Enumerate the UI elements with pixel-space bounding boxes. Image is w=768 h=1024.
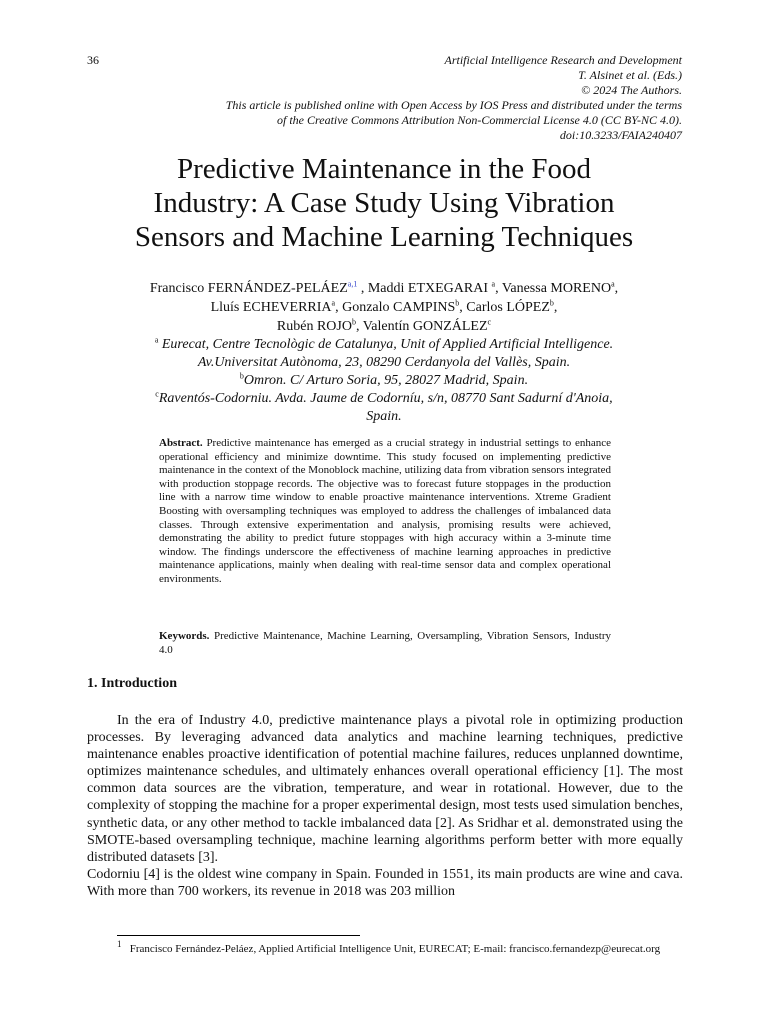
publication-info bbox=[82, 53, 682, 143]
keywords-text: Predictive Maintenance, Machine Learning, Oversampling, Vibration Sensors, Industry 4.0 bbox=[159, 630, 611, 656]
title-line: Predictive Maintenance in the Food bbox=[177, 153, 591, 185]
affiliation-c-country: Spain. bbox=[366, 409, 402, 424]
affiliation-c bbox=[60, 390, 708, 408]
author-affiliation-mark: b bbox=[351, 317, 356, 327]
keywords-label: Keywords. bbox=[159, 630, 210, 642]
affiliation-text: Eurecat, Centre Tecnològic de Catalunya, Unit of Applied Artificial Intelligence. bbox=[158, 337, 614, 352]
author-affiliation-mark: b bbox=[455, 298, 460, 308]
author-list bbox=[60, 279, 708, 336]
doi: doi:10.3233/FAIA240407 bbox=[559, 128, 682, 142]
author-affiliation-mark: a bbox=[611, 279, 615, 289]
paper-title bbox=[60, 152, 708, 254]
affiliation-list bbox=[60, 336, 708, 426]
author-affiliation-mark: c bbox=[487, 317, 492, 327]
affiliation-b bbox=[60, 372, 708, 390]
footnote-text: Francisco Fernández-Peláez, Applied Artificial Intelligence Unit, EURECAT; E-mail: francisco.fernandezp@eurecat.org bbox=[129, 943, 661, 955]
page-number: 36 bbox=[87, 53, 99, 67]
pub-info-line: This article is published online with Open Access by IOS Press and distributed under the terms bbox=[225, 98, 682, 112]
keywords bbox=[159, 630, 611, 657]
paragraph: Codorniu [4] is the oldest wine company in Spain. Founded in 1551, its main products are wine and cava. With more than 700 workers, its revenue in 2018 was 203 million bbox=[87, 866, 683, 899]
separator: , bbox=[614, 281, 619, 296]
abstract-label: Abstract. bbox=[159, 437, 203, 449]
author-name: Rubén ROJO bbox=[276, 319, 352, 334]
author-affiliation-mark: a bbox=[331, 298, 336, 308]
separator: , bbox=[495, 281, 502, 296]
paragraph: In the era of Industry 4.0, predictive maintenance plays a pivotal role in optimizing production processes. By leveraging advanced data analytics and machine learning techniques, predictive maintenance enables proactive identification of potential machine failures, reduces unplanned downtime, optimizes maintenance schedules, and ultimately enhances overall operational efficiency [1]. The most common data sources are the vibration, temperature, and wear in rotational. However, due to the complexity of stopping the machine for a proper experimental design, most tests used simulation benches, synthetic data, or any other method to tackle imbalanced data [2]. As Sridhar et al. demonstrated using the SMOTE-based oversampling technique, machine learning algorithms perform better with more equally distributed datasets [3]. bbox=[87, 713, 683, 865]
affiliation-mark: c bbox=[155, 389, 159, 399]
separator: , bbox=[355, 319, 363, 334]
author-line bbox=[60, 317, 708, 336]
author-affiliation-mark: a bbox=[491, 279, 496, 289]
title-line: Sensors and Machine Learning Techniques bbox=[134, 221, 634, 253]
footnote bbox=[87, 939, 683, 956]
pub-info-line: of the Creative Commons Attribution Non-Commercial License 4.0 (CC BY-NC 4.0). bbox=[277, 113, 682, 127]
footnote-mark: 1 bbox=[117, 939, 122, 950]
pub-info-line: T. Alsinet et al. (Eds.) bbox=[578, 68, 682, 82]
author-name: Valentín GONZÁLEZ bbox=[362, 319, 488, 334]
footnote-divider bbox=[117, 935, 360, 936]
section-heading-introduction: 1. Introduction bbox=[87, 676, 177, 691]
affiliation-a bbox=[60, 336, 708, 354]
separator: , bbox=[357, 281, 368, 296]
separator: , bbox=[553, 300, 558, 315]
author-line bbox=[60, 279, 708, 298]
pub-info-line: Artificial Intelligence Research and Development bbox=[444, 53, 682, 67]
author-name: Lluís ECHEVERRIA bbox=[210, 300, 332, 315]
title-line: Industry: A Case Study Using Vibration bbox=[153, 187, 615, 219]
affiliation-mark: a bbox=[154, 335, 159, 345]
separator: , bbox=[459, 300, 467, 315]
separator: , bbox=[335, 300, 343, 315]
author-name: Gonzalo CAMPINS bbox=[342, 300, 456, 315]
author-name: Maddi ETXEGARAI bbox=[367, 281, 488, 296]
pub-info-line: © 2024 The Authors. bbox=[581, 83, 682, 97]
affiliation-a-address: Av.Universitat Autònoma, 23, 08290 Cerdanyola del Vallès, Spain. bbox=[197, 355, 571, 370]
affiliation-mark: b bbox=[239, 371, 244, 381]
author-name: Carlos LÓPEZ bbox=[466, 300, 550, 315]
author-affiliation-mark: b bbox=[549, 298, 554, 308]
author-affiliation-mark[interactable]: a,1 bbox=[347, 279, 358, 289]
author-name: Vanessa MORENO bbox=[501, 281, 612, 296]
abstract-text: Predictive maintenance has emerged as a crucial strategy in industrial settings to enhance operational efficiency and minimize downtime. This study focused on implementing predictive maintenance in the context of the Monoblock machine, utilizing data from vibration sensors integrated with production stoppage records. The objective was to forecast future stoppages in the production line with a narrow time window to enable proactive maintenance interventions. Xtreme Gradient Boosting with oversampling techniques was employed to address the challenges of imbalanced data classes. Through extensive experimentation and analysis, promising results were achieved, demonstrating the ability to predict future stoppages with high accuracy within a 3-minute time window. The findings underscore the effectiveness of machine learning approaches in predictive maintenance applications, mainly when dealing with real-time sensor data and complex operational environments. bbox=[159, 437, 611, 585]
introduction-body bbox=[87, 712, 683, 900]
author-name: Francisco FERNÁNDEZ-PELÁEZ bbox=[149, 281, 348, 296]
affiliation-text: Raventós-Codorniu. Avda. Jaume de Codorníu, s/n, 08770 Sant Sadurní d'Anoia, bbox=[158, 391, 613, 406]
author-line bbox=[60, 298, 708, 317]
affiliation-text: Omron. C/ Arturo Soria, 95, 28027 Madrid, Spain. bbox=[243, 373, 529, 388]
abstract bbox=[159, 437, 611, 587]
